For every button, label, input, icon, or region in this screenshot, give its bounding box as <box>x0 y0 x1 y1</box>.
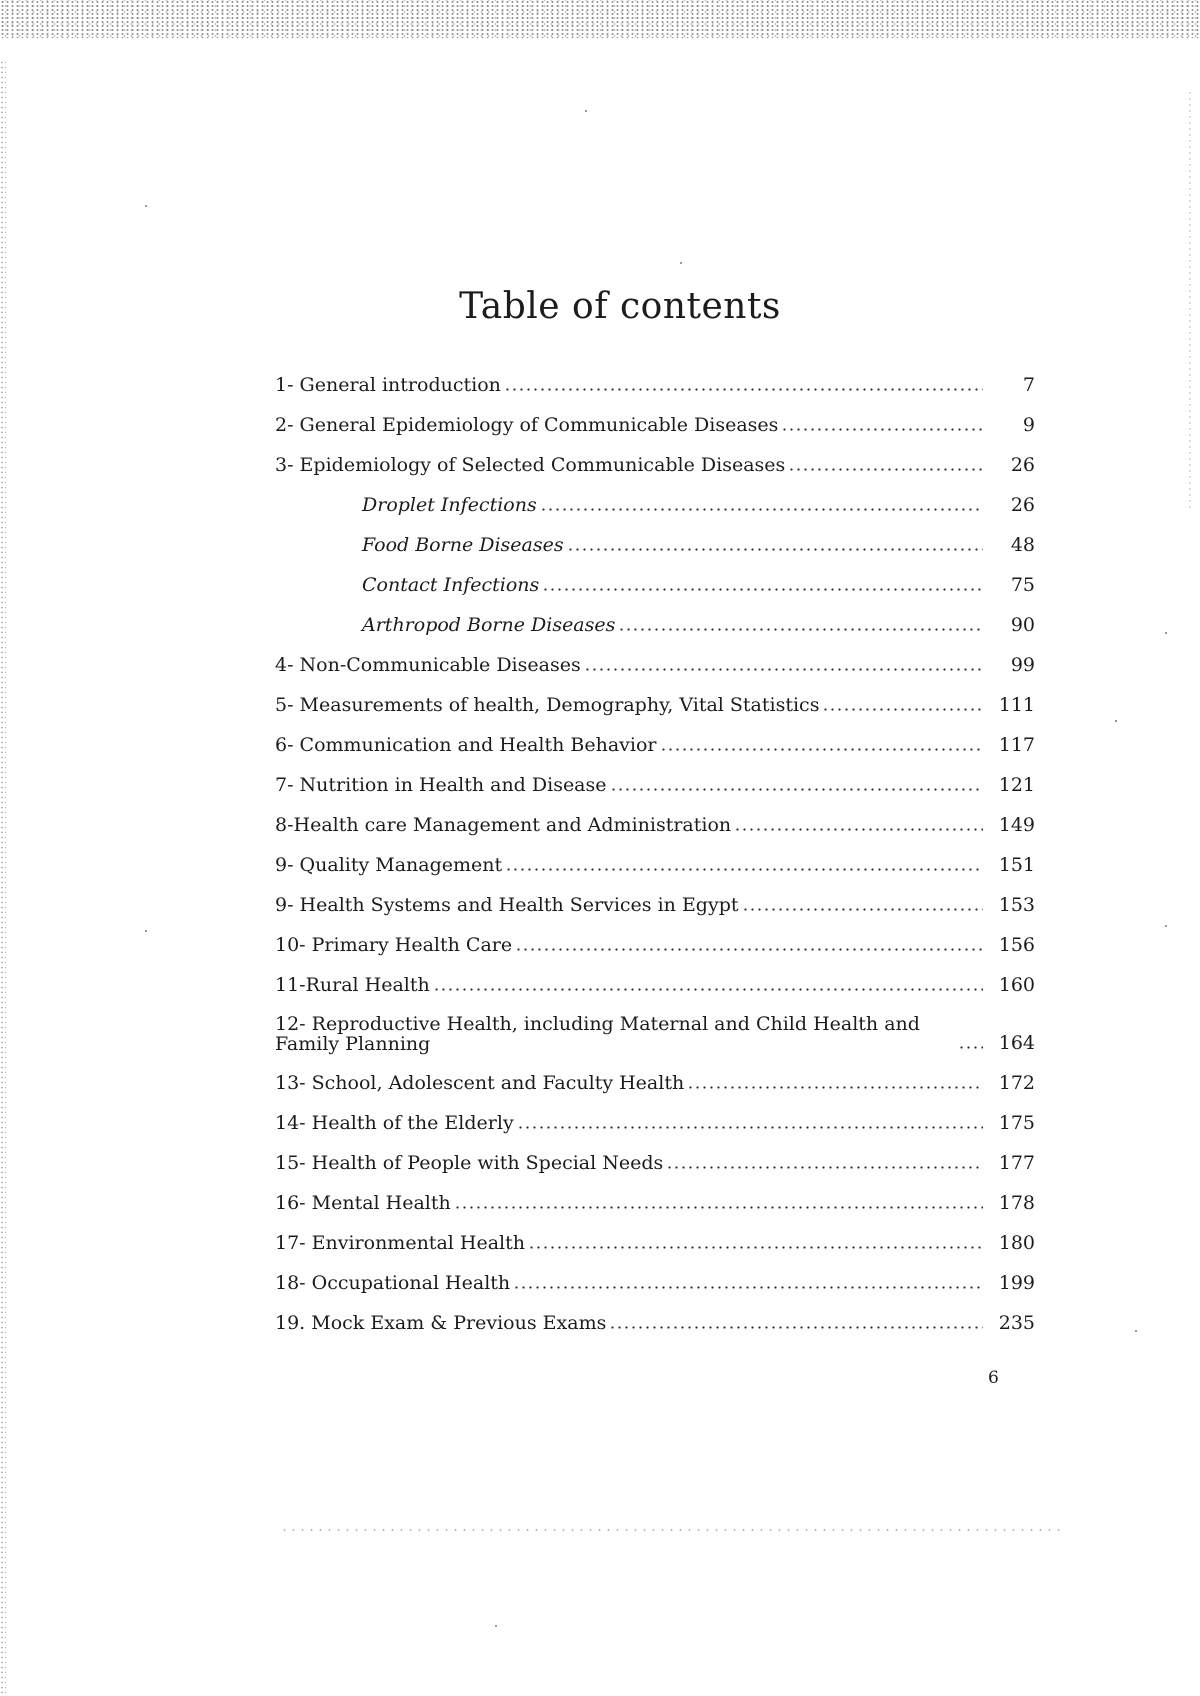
scan-noise-bottom <box>280 1528 1060 1532</box>
toc-entry-page: 156 <box>998 934 1035 956</box>
scan-speck <box>585 110 587 112</box>
toc-entry-label: 3- Epidemiology of Selected Communicable Diseases <box>275 454 786 476</box>
toc-leader-dots <box>540 508 983 511</box>
toc-entry[interactable] <box>275 396 1035 436</box>
toc-title: Table of contents <box>459 286 781 327</box>
toc-entry[interactable] <box>275 1214 1035 1254</box>
toc-entry-page: 149 <box>998 814 1035 836</box>
toc-entry-label: 18- Occupational Health <box>275 1272 511 1294</box>
toc-entry-page: 75 <box>1010 574 1035 596</box>
toc-entry-label: 9- Health Systems and Health Services in Egypt <box>275 894 739 916</box>
scan-speck <box>1165 632 1167 634</box>
toc-leader-dots <box>584 668 983 671</box>
toc-entry-page: 26 <box>1010 454 1035 476</box>
toc-entry-page: 48 <box>1010 534 1035 556</box>
toc-entry-page: 9 <box>1022 414 1035 436</box>
toc-entry-label: 6- Communication and Health Behavior <box>275 734 657 756</box>
toc-entry-page: 111 <box>998 694 1035 716</box>
toc-entry-label: 13- School, Adolescent and Faculty Health <box>275 1072 685 1094</box>
toc-leader-dots <box>958 1046 983 1049</box>
toc-subentry[interactable] <box>275 596 1035 636</box>
toc-leader-dots <box>609 1326 983 1329</box>
toc-entry-page: 178 <box>998 1192 1035 1214</box>
toc-entry[interactable] <box>275 956 1035 996</box>
toc-entry-label: 12- Reproductive Health, including Maternal and Child Health and Family Planning <box>275 1013 920 1055</box>
scan-speck <box>495 1625 497 1627</box>
toc-list <box>275 356 1035 1334</box>
toc-leader-dots <box>542 588 983 591</box>
toc-entry-page: 164 <box>998 1032 1035 1054</box>
toc-subentry[interactable] <box>275 476 1035 516</box>
toc-entry-label: 10- Primary Health Care <box>275 934 513 956</box>
toc-entry-page: 7 <box>1022 374 1035 396</box>
toc-entry[interactable] <box>275 996 1035 1054</box>
scan-speck <box>680 262 682 264</box>
toc-entry[interactable] <box>275 1054 1035 1094</box>
toc-entry-page: 172 <box>998 1072 1035 1094</box>
toc-entry-page: 99 <box>1010 654 1035 676</box>
toc-leader-dots <box>433 988 983 991</box>
toc-leader-dots <box>788 468 983 471</box>
toc-entry-label: 4- Non-Communicable Diseases <box>275 654 581 676</box>
scan-speck <box>1115 720 1117 722</box>
toc-leader-dots <box>513 1286 983 1289</box>
toc-leader-dots <box>610 788 983 791</box>
toc-leader-dots <box>734 828 983 831</box>
toc-leader-dots <box>515 948 983 951</box>
toc-entry-page: 26 <box>1010 494 1035 516</box>
toc-entry-label: 15- Health of People with Special Needs <box>275 1152 664 1174</box>
toc-leader-dots <box>822 708 983 711</box>
toc-leader-dots <box>454 1206 983 1209</box>
toc-entry[interactable] <box>275 1094 1035 1134</box>
toc-entry[interactable] <box>275 1174 1035 1214</box>
toc-entry[interactable] <box>275 1294 1035 1334</box>
toc-entry[interactable] <box>275 836 1035 876</box>
toc-entry-page: 153 <box>998 894 1035 916</box>
toc-entry-label: 14- Health of the Elderly <box>275 1112 514 1134</box>
scan-speck <box>145 205 147 207</box>
toc-entry[interactable] <box>275 1134 1035 1174</box>
toc-entry-label: Droplet Infections <box>362 494 537 516</box>
toc-leader-dots <box>666 1166 983 1169</box>
toc-leader-dots <box>618 628 983 631</box>
scan-speck <box>1165 925 1167 927</box>
toc-entry-page: 235 <box>998 1312 1035 1334</box>
toc-entry[interactable] <box>275 796 1035 836</box>
toc-entry-page: 180 <box>998 1232 1035 1254</box>
toc-entry[interactable] <box>275 676 1035 716</box>
toc-entry-label: 1- General introduction <box>275 374 501 396</box>
toc-entry-page: 151 <box>998 854 1035 876</box>
toc-subentry[interactable] <box>275 516 1035 556</box>
toc-entry-label: Arthropod Borne Diseases <box>362 614 616 636</box>
toc-entry[interactable] <box>275 916 1035 956</box>
toc-leader-dots <box>687 1086 983 1089</box>
toc-entry-page: 160 <box>998 974 1035 996</box>
toc-entry-label: 5- Measurements of health, Demography, Vital Statistics <box>275 694 820 716</box>
toc-entry-label: 11-Rural Health <box>275 974 430 996</box>
toc-entry-label: Food Borne Diseases <box>362 534 564 556</box>
toc-entry-page: 199 <box>998 1272 1035 1294</box>
toc-leader-dots <box>742 908 983 911</box>
toc-leader-dots <box>505 868 983 871</box>
toc-subentry[interactable] <box>275 556 1035 596</box>
toc-entry-page: 121 <box>998 774 1035 796</box>
scan-speck <box>1135 1330 1137 1332</box>
toc-entry[interactable] <box>275 356 1035 396</box>
toc-entry[interactable] <box>275 876 1035 916</box>
toc-entry-label: 9- Quality Management <box>275 854 503 876</box>
toc-entry-label: 19. Mock Exam & Previous Exams <box>275 1312 607 1334</box>
toc-entry-label: Contact Infections <box>362 574 540 596</box>
toc-entry[interactable] <box>275 716 1035 756</box>
toc-entry-page: 177 <box>998 1152 1035 1174</box>
toc-entry-label: 17- Environmental Health <box>275 1232 525 1254</box>
scan-speck <box>145 930 147 932</box>
toc-leader-dots <box>517 1126 983 1129</box>
toc-entry[interactable] <box>275 756 1035 796</box>
toc-entry-page: 90 <box>1010 614 1035 636</box>
toc-leader-dots <box>528 1246 983 1249</box>
toc-entry[interactable] <box>275 1254 1035 1294</box>
toc-entry[interactable] <box>275 636 1035 676</box>
toc-leader-dots <box>504 388 983 391</box>
toc-entry-label: 8-Health care Management and Administration <box>275 814 732 836</box>
toc-entry-label: 16- Mental Health <box>275 1192 451 1214</box>
toc-entry-label: 7- Nutrition in Health and Disease <box>275 774 607 796</box>
toc-leader-dots <box>781 428 983 431</box>
toc-leader-dots <box>567 548 983 551</box>
toc-entry-page: 117 <box>998 734 1035 756</box>
toc-entry[interactable] <box>275 436 1035 476</box>
page-number: 6 <box>988 1368 999 1388</box>
toc-leader-dots <box>660 748 983 751</box>
scan-noise-top <box>0 0 1200 38</box>
toc-entry-page: 175 <box>998 1112 1035 1134</box>
toc-entry-label: 2- General Epidemiology of Communicable Diseases <box>275 414 779 436</box>
